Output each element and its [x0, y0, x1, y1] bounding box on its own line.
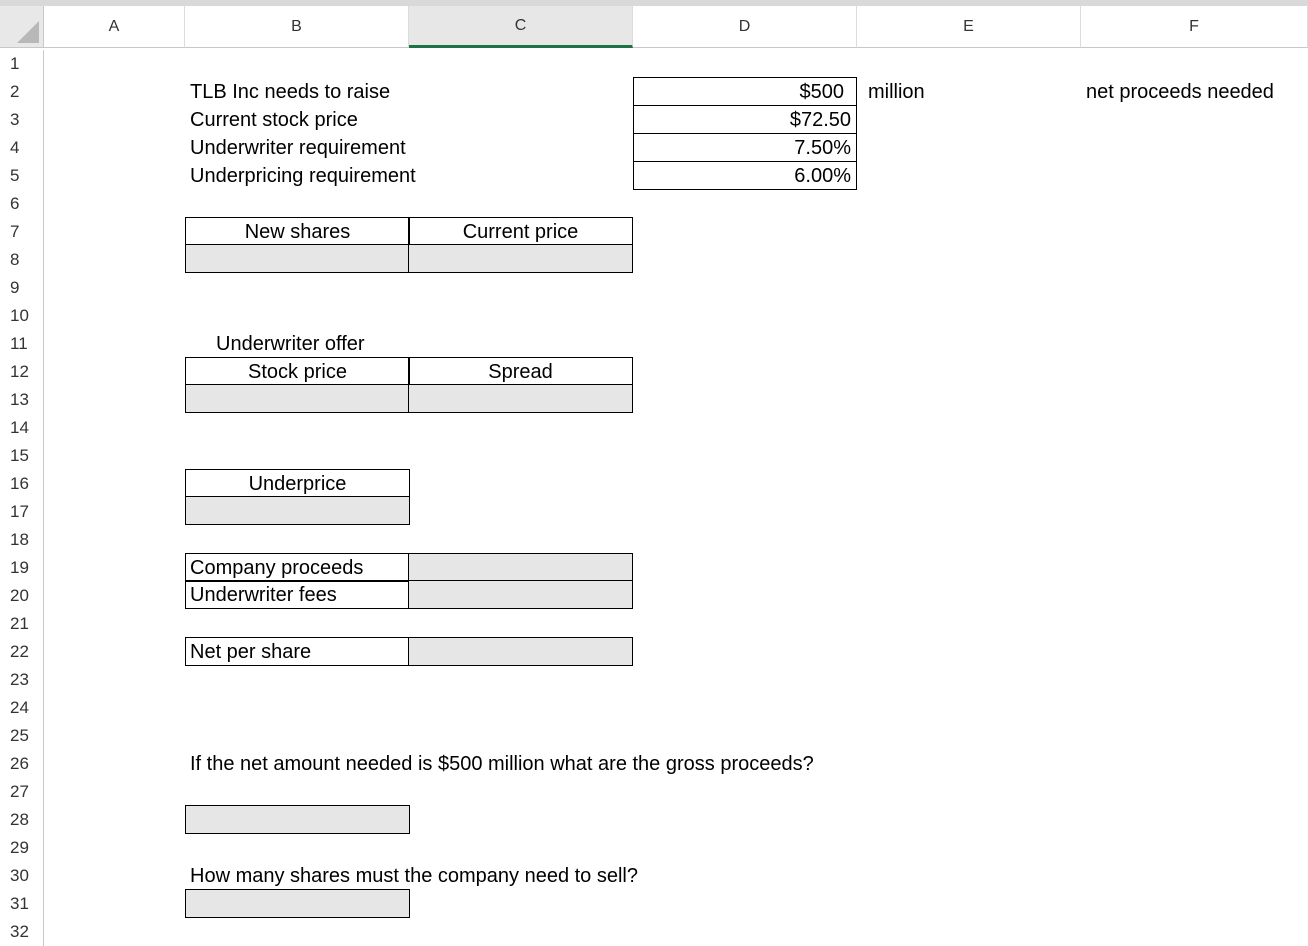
row-header-22[interactable]: 22: [0, 638, 44, 666]
header-new-shares[interactable]: New shares: [185, 217, 410, 246]
label-company-proceeds[interactable]: Company proceeds: [185, 553, 410, 582]
cell-offer-stock-price[interactable]: [185, 384, 410, 413]
row-header-27[interactable]: 27: [0, 778, 44, 806]
row-header-20[interactable]: 20: [0, 582, 44, 610]
column-header-b[interactable]: B: [185, 6, 409, 48]
label-underwriter-offer[interactable]: Underwriter offer: [216, 333, 365, 355]
column-header-d[interactable]: D: [633, 6, 857, 48]
answer-gross-proceeds[interactable]: [185, 805, 410, 834]
row-header-6[interactable]: 6: [0, 190, 44, 218]
cell-underprice[interactable]: [185, 496, 410, 525]
row-header-13[interactable]: 13: [0, 386, 44, 414]
cell-new-shares[interactable]: [185, 244, 410, 273]
column-header-f[interactable]: F: [1081, 6, 1308, 48]
label-raise-amount[interactable]: TLB Inc needs to raise: [190, 81, 391, 103]
question-gross-proceeds[interactable]: If the net amount needed is $500 million what are the gross proceeds?: [190, 753, 814, 775]
note-net-proceeds[interactable]: net proceeds needed: [1086, 81, 1274, 103]
answer-shares-to-sell[interactable]: [185, 889, 410, 918]
row-header-9[interactable]: 9: [0, 274, 44, 302]
row-header-2[interactable]: 2: [0, 78, 44, 106]
row-header-29[interactable]: 29: [0, 834, 44, 862]
label-underwriter-fees[interactable]: Underwriter fees: [185, 580, 410, 609]
column-header-a[interactable]: A: [44, 6, 185, 48]
row-header-26[interactable]: 26: [0, 750, 44, 778]
select-all-corner[interactable]: [0, 6, 44, 48]
row-header-30[interactable]: 30: [0, 862, 44, 890]
row-header-31[interactable]: 31: [0, 890, 44, 918]
cell-net-per-share[interactable]: [408, 637, 633, 666]
row-header-14[interactable]: 14: [0, 414, 44, 442]
input-underpricing-requirement[interactable]: 6.00%: [633, 161, 857, 190]
row-header-24[interactable]: 24: [0, 694, 44, 722]
row-header-8[interactable]: 8: [0, 246, 44, 274]
input-stock-price[interactable]: $72.50: [633, 105, 857, 134]
header-spread[interactable]: Spread: [408, 357, 633, 386]
column-header-e[interactable]: E: [857, 6, 1081, 48]
row-header-16[interactable]: 16: [0, 470, 44, 498]
row-header-23[interactable]: 23: [0, 666, 44, 694]
label-stock-price[interactable]: Current stock price: [190, 109, 358, 131]
cell-spread[interactable]: [408, 384, 633, 413]
label-underwriter-requirement[interactable]: Underwriter requirement: [190, 137, 406, 159]
header-stock-price[interactable]: Stock price: [185, 357, 410, 386]
header-underprice[interactable]: Underprice: [185, 469, 410, 498]
row-header-7[interactable]: 7: [0, 218, 44, 246]
row-header-25[interactable]: 25: [0, 722, 44, 750]
header-current-price[interactable]: Current price: [408, 217, 633, 246]
row-header-4[interactable]: 4: [0, 134, 44, 162]
row-header-1[interactable]: 1: [0, 50, 44, 78]
row-header-17[interactable]: 17: [0, 498, 44, 526]
row-header-15[interactable]: 15: [0, 442, 44, 470]
row-header-11[interactable]: 11: [0, 330, 44, 358]
question-shares-to-sell[interactable]: How many shares must the company need to sell?: [190, 865, 638, 887]
row-header-21[interactable]: 21: [0, 610, 44, 638]
select-all-icon: [17, 21, 39, 43]
row-header-18[interactable]: 18: [0, 526, 44, 554]
cell-underwriter-fees[interactable]: [408, 580, 633, 609]
row-header-19[interactable]: 19: [0, 554, 44, 582]
cell-company-proceeds[interactable]: [408, 553, 633, 582]
input-raise-amount[interactable]: $500: [633, 77, 857, 106]
cell-current-price[interactable]: [408, 244, 633, 273]
column-header-c[interactable]: C: [409, 6, 633, 48]
row-header-32[interactable]: 32: [0, 918, 44, 946]
row-header-12[interactable]: 12: [0, 358, 44, 386]
unit-label[interactable]: million: [868, 81, 925, 103]
input-underwriter-requirement[interactable]: 7.50%: [633, 133, 857, 162]
row-header-10[interactable]: 10: [0, 302, 44, 330]
label-net-per-share[interactable]: Net per share: [185, 637, 410, 666]
row-header-3[interactable]: 3: [0, 106, 44, 134]
label-underpricing-requirement[interactable]: Underpricing requirement: [190, 165, 416, 187]
row-header-5[interactable]: 5: [0, 162, 44, 190]
row-header-28[interactable]: 28: [0, 806, 44, 834]
